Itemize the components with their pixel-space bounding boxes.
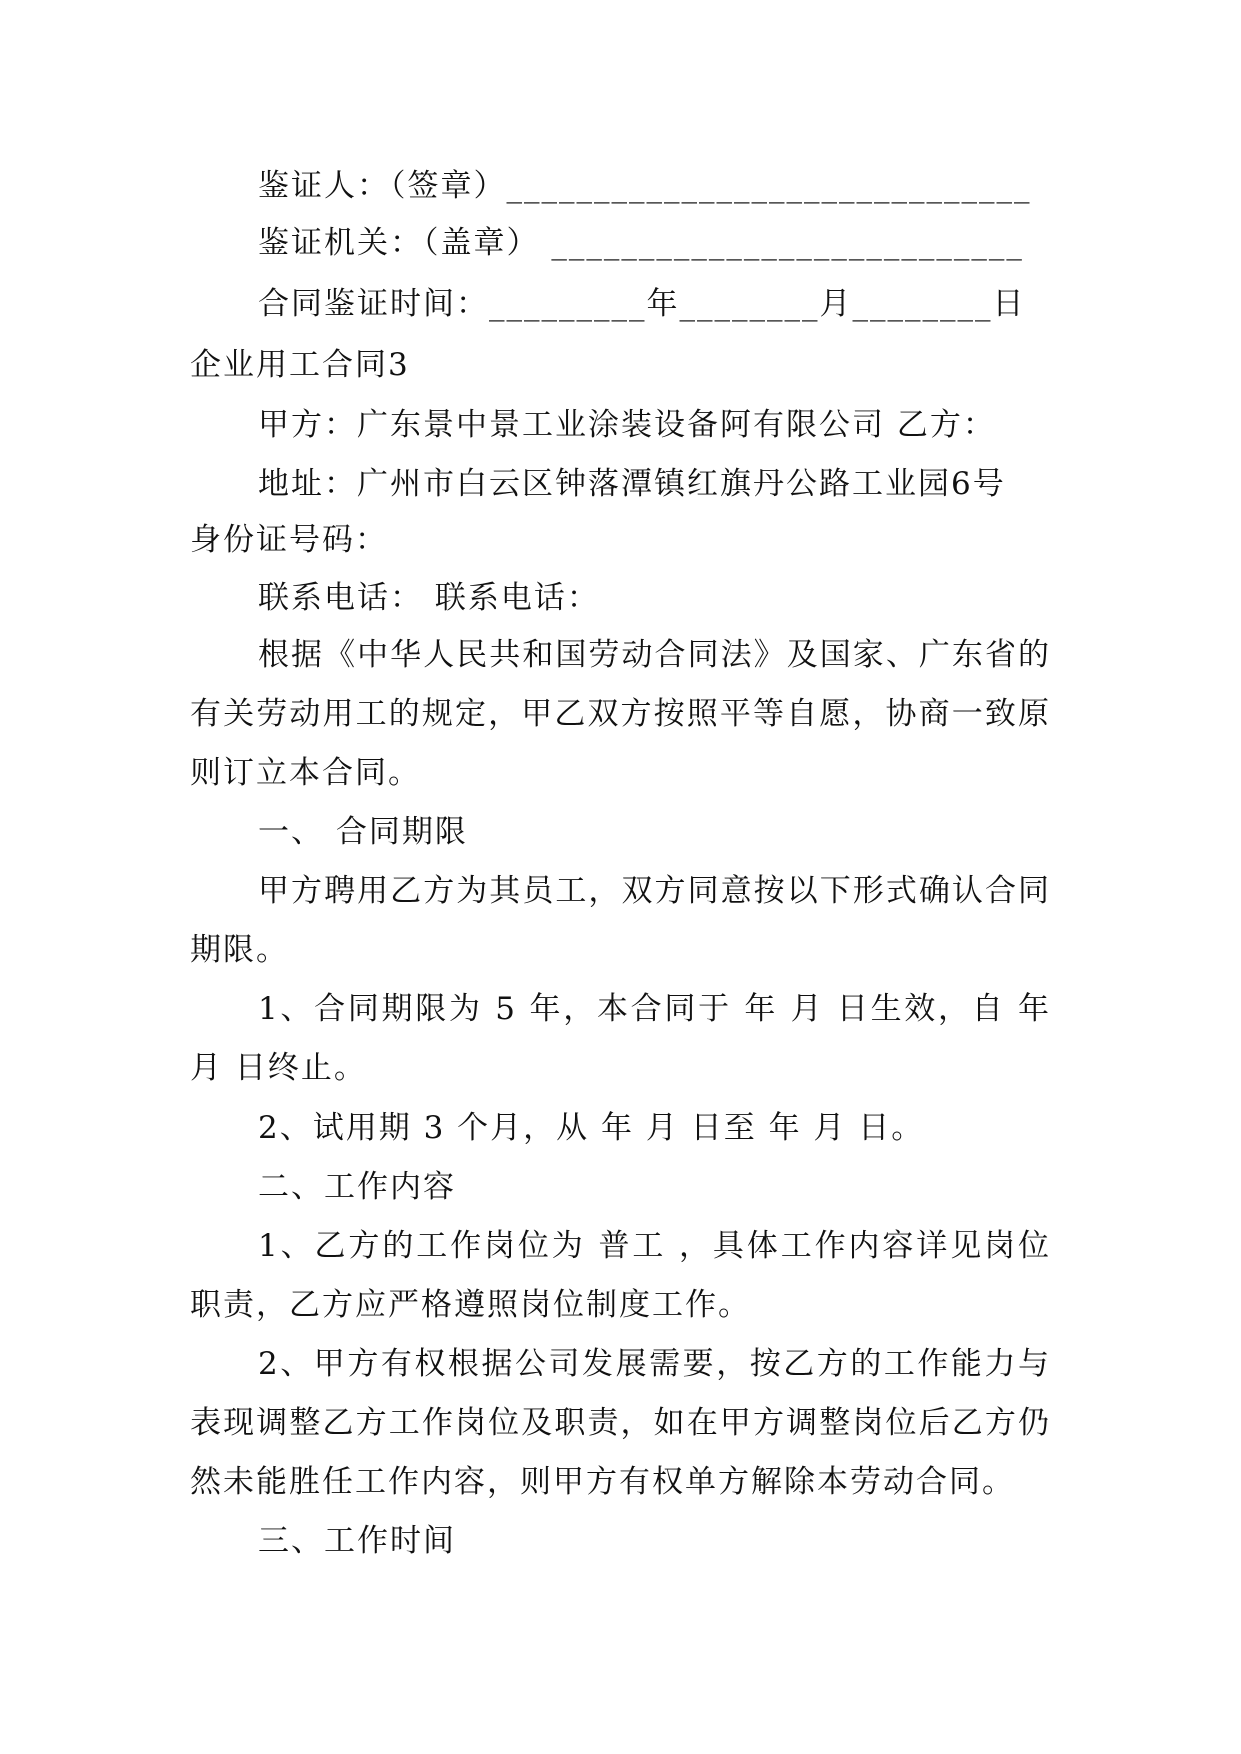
term-clause-1-line-2: 月 日终止。 [190,1050,367,1086]
section-heading-term: 一、 合同期限 [258,814,468,850]
notary-authority-line: 鉴证机关：（盖章） ___________________________ [258,225,1024,261]
address-line: 地址：广州市白云区钟落潭镇红旗丹公路工业园6号 [258,466,1006,502]
id-number-line: 身份证号码： [190,522,388,558]
phone-line: 联系电话： 联系电话： [258,580,600,616]
section-heading-work-content: 二、工作内容 [258,1169,456,1205]
work-clause-2-line-2: 表现调整乙方工作岗位及职责，如在甲方调整岗位后乙方仍 [190,1405,1051,1441]
work-clause-1-line-2: 职责，乙方应严格遵照岗位制度工作。 [190,1287,751,1323]
contract-title: 企业用工合同3 [190,347,410,383]
term-clause-1-line-1: 1、合同期限为 5 年，本合同于 年 月 日生效，自 年 [258,991,1051,1027]
preamble-line-2: 有关劳动用工的规定，甲乙双方按照平等自愿，协商一致原 [190,696,1051,732]
preamble-line-3: 则订立本合同。 [190,755,421,791]
work-clause-2-line-1: 2、甲方有权根据公司发展需要，按乙方的工作能力与 [258,1346,1051,1382]
party-a-line: 甲方：广东景中景工业涂装设备阿有限公司 乙方： [258,407,996,443]
work-clause-1-line-1: 1、乙方的工作岗位为 普工 ，具体工作内容详见岗位 [258,1228,1051,1264]
notary-date-line: 合同鉴证时间：_________年________月________日 [258,286,1026,322]
term-paragraph-line-1: 甲方聘用乙方为其员工，双方同意按以下形式确认合同 [258,873,1051,909]
preamble-line-1: 根据《中华人民共和国劳动合同法》及国家、广东省的 [258,637,1051,673]
work-clause-2-line-3: 然未能胜任工作内容，则甲方有权单方解除本劳动合同。 [190,1464,1015,1500]
section-heading-work-hours: 三、工作时间 [258,1523,456,1559]
notary-signature-line: 鉴证人：（签章）______________________________ [258,168,1032,204]
term-paragraph-line-2: 期限。 [190,932,289,968]
term-clause-2: 2、试用期 3 个月，从 年 月 日至 年 月 日。 [258,1110,925,1146]
